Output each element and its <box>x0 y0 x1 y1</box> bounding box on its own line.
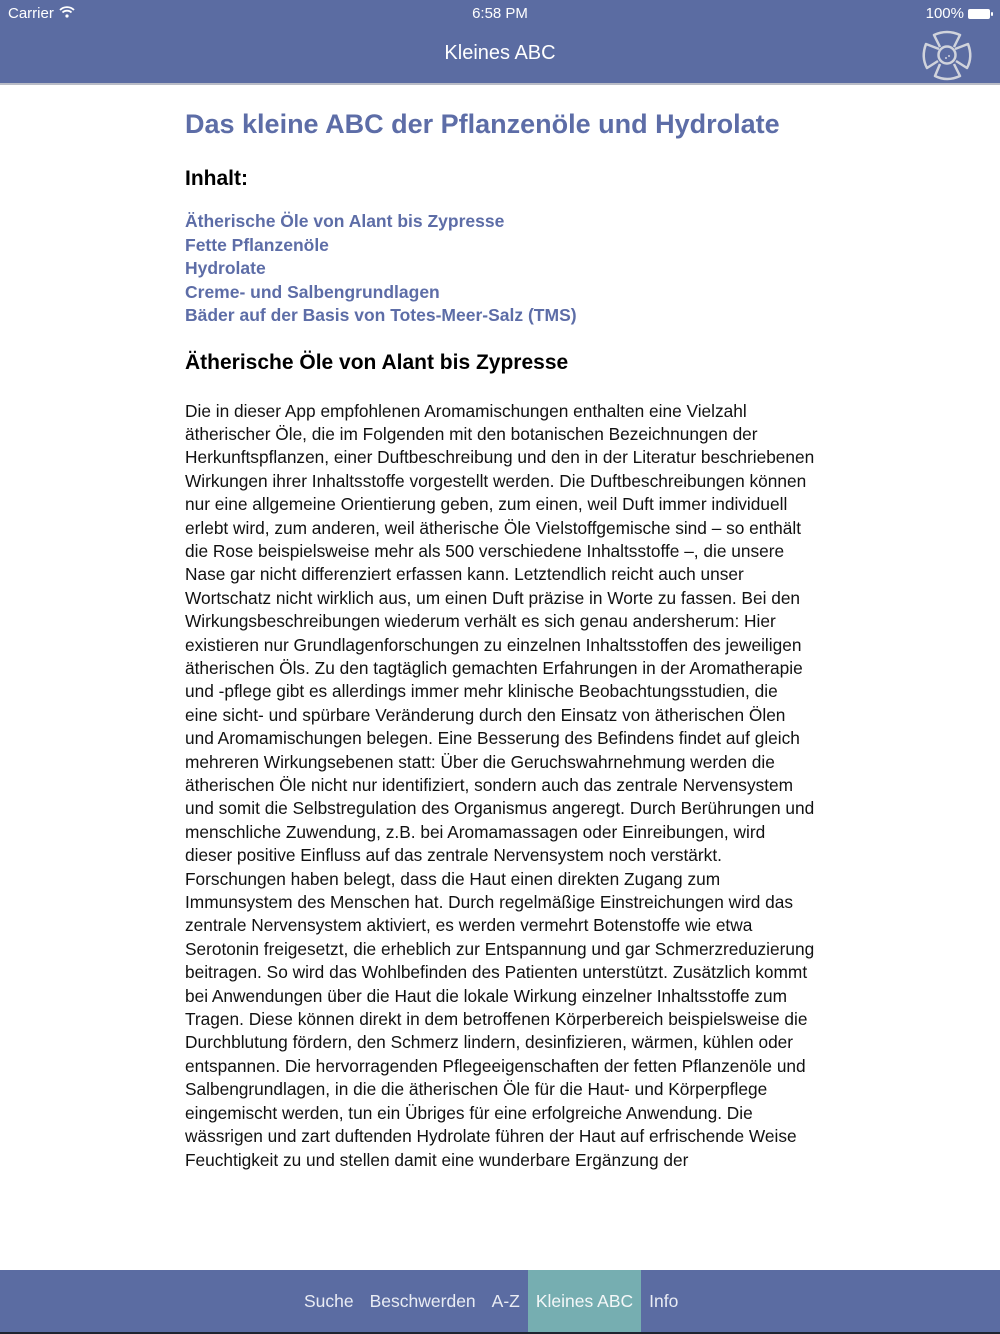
tab-a-z[interactable]: A-Z <box>491 1290 520 1311</box>
section-heading: Ätherische Öle von Alant bis Zypresse <box>185 350 569 374</box>
page-title: Das kleine ABC der Pflanzenöle und Hydrolate <box>185 109 780 139</box>
tab-beschwerden[interactable]: Beschwerden <box>369 1290 476 1311</box>
toc-item <box>185 281 825 305</box>
toc-heading: Inhalt: <box>185 167 248 190</box>
section-paragraph: Die in dieser App empfohlenen Aromamischungen enthalten eine Vielzahl ätherischer Öle, die im Folgenden mit den botanischen Bezeichnungen der Herkunftspflanzen, einer Duftbeschreibung und den in der Literatur beschriebenen Wirkungen ihrer Inhaltsstoffe vorgestellt werden. Die Duftbeschreibungen können nur eine allgemeine Orientierung geben, zum einen, weil Duft immer individuell erlebt wird, zum anderen, weil ätherische Öle Vielstoffgemische sind – so enthält die Rose beispielsweise mehr als 500 verschiedene Inhaltsstoffe –, die unsere Nase gar nicht differenziert erfassen kann. Letztendlich reicht auch unser Wortschatz nicht wirklich aus, um einen Duft präzise in Worte zu fassen. Bei den Wirkungsbeschreibungen wiederum verhält es sich genau andersherum: Hier existieren nur Grundlagenforschungen zu einzelnen Inhaltsstoffen des jeweiligen ätherischen Öls. Zu den tagtäglich gemachten Erfahrungen in der Aromatherapie und -pflege gibt es allerdings immer mehr klinische Beobachtungsstudien, die eine sicht- und spürbare Veränderung durch den Einsatz von ätherischen Ölen und Aromamischungen belegen. Eine Besserung des Befindens findet auf gleich mehreren Wirkungsebenen statt: Über die Geruchswahrnehmung werden die ätherischen Öle nicht nur identifiziert, sondern auch das zentrale Nervensystem und somit die Selbstregulation des Organismus angeregt. Durch Berührungen und menschliche Zuwendung, z.B. bei Aromamassagen oder Einreibungen, wird dieser positive Einfluss auf das zentrale Nervensystem noch verstärkt. Forschungen haben belegt, dass die Haut einen direkten Zugang zum Immunsystem des Menschen hat. Durch regelmäßige Einstreichungen wird das zentrale Nervensystem aktiviert, es werden vermehrt Botenstoffe wie etwa Serotonin freigesetzt, die erheblich zur Entspannung und gar Schmerzreduzierung beitragen. So wird das Wohlbefinden des Patienten unterstützt. Zusätzlich kommt bei Anwendungen über die Haut die lokale Wirkung einzelner Inhaltsstoffe zum Tragen. Diese können direkt in dem betroffenen Körperbereich beispielsweise die Durchblutung fördern, den Schmerz lindern, desinfizieren, wärmen, kühlen oder entspannen. Die hervorragenden Pflegeeigenschaften der fetten Pflanzenöle und Salbengrundlagen, in die die ätherischen Öle für die Haut- und Körperpflege eingemischt werden, tun ein Übriges für eine erfolgreiche Anwendung. Die wässrigen und zart duftenden Hydrolate führen der Haut auf erfrischende Weise Feuchtigkeit zu und stellen damit eine wunderbare Ergänzung der <box>185 400 815 1170</box>
toc-link-fette-pflanzenoele[interactable]: Fette Pflanzenöle <box>185 234 329 255</box>
tab-suche[interactable]: Suche <box>304 1290 354 1311</box>
nav-title: Kleines ABC <box>444 42 556 64</box>
toc-item <box>185 304 825 328</box>
tab-kleines-abc[interactable]: Kleines ABC <box>528 1270 641 1332</box>
navigation-header <box>0 0 1000 85</box>
article-content[interactable] <box>185 85 825 1270</box>
tab-info[interactable]: Info <box>649 1290 679 1311</box>
toc-link-aetherische-oele[interactable]: Ätherische Öle von Alant bis Zypresse <box>185 211 505 231</box>
status-time: 6:58 PM <box>472 5 528 22</box>
toc-link-baeder-tms[interactable]: Bäder auf der Basis von Totes-Meer-Salz (TMS) <box>185 305 577 325</box>
status-bar <box>0 0 1000 28</box>
status-right <box>926 5 990 22</box>
tab-bar <box>0 1270 1000 1334</box>
flower-logo-icon[interactable] <box>918 27 976 83</box>
toc-link-hydrolate[interactable]: Hydrolate <box>185 258 266 278</box>
toc-link-creme-salbengrundlagen[interactable]: Creme- und Salbengrundlagen <box>185 281 440 302</box>
battery-percent: 100% <box>925 5 964 22</box>
toc-item <box>185 257 825 281</box>
battery-icon <box>968 9 990 19</box>
toc-item <box>185 234 825 258</box>
table-of-contents <box>185 210 825 328</box>
carrier-label: Carrier <box>8 5 54 22</box>
tab-list <box>296 1270 686 1332</box>
toc-item <box>185 210 825 234</box>
